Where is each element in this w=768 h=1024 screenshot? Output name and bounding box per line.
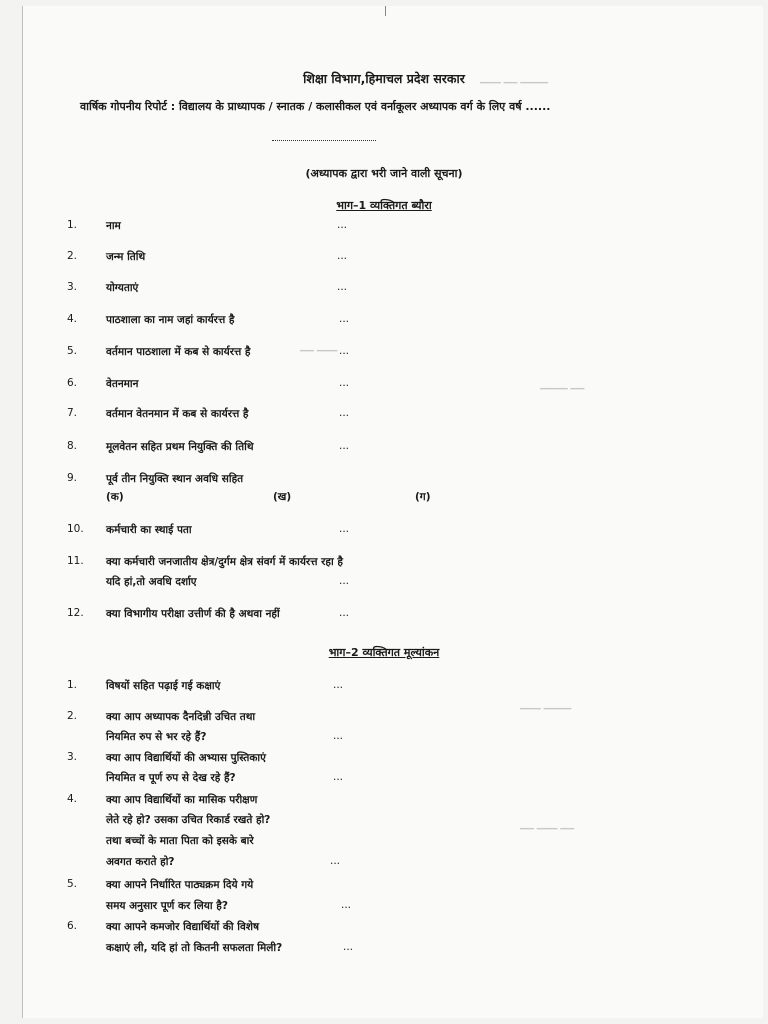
item-number: 2. [67, 250, 78, 262]
item-dots: ... [339, 575, 350, 587]
item-label: पूर्व तीन नियुक्ति स्थान अवधि सहित [106, 473, 244, 485]
item-dots: ... [330, 855, 341, 867]
item-number: 11. [67, 555, 84, 567]
item-label: क्या आपने कमजोर विद्यार्थियों की विशेष [106, 921, 260, 933]
item-label: योग्यताएं [106, 282, 139, 294]
item-dots: ... [339, 407, 350, 419]
item-number: 12. [67, 607, 84, 619]
item-label: क्या आपने निर्धारित पाठ्यक्रम दिये गये [106, 879, 254, 891]
item-dots: ... [337, 281, 348, 293]
part2-heading-text: भाग–2 व्यक्तिगत मूल्यांकन [328, 646, 440, 659]
item-number: 9. [67, 472, 78, 484]
item-label: क्या आप विद्यार्थियों का मासिक परीक्षण [106, 794, 258, 806]
item-label: मूलवेतन सहित प्रथम नियुक्ति की तिथि [106, 441, 254, 453]
item-dots: ... [339, 607, 350, 619]
item-dots: ... [339, 377, 350, 389]
item-label: यदि हां,तो अवधि दर्शाए [106, 576, 197, 588]
option-ka: (क) [106, 491, 124, 503]
item-label: नाम [106, 220, 121, 232]
item-dots: ... [333, 771, 344, 783]
item-label: लेते रहे हो? उसका उचित रिकार्ड रखते हो? [106, 814, 271, 826]
item-label: क्या विभागीय परीक्षा उत्तीर्ण की है अथवा नहीं [106, 608, 280, 620]
item-dots: ... [333, 730, 344, 742]
item-dots: ... [337, 219, 348, 231]
item-number: 1. [67, 679, 78, 691]
option-kha: (ख) [273, 491, 292, 503]
document-subtitle: वार्षिक गोपनीय रिपोर्ट : विद्यालय के प्राध्यापक / स्नातक / कलासीकल एवं वर्नाकूलर अध्यापक वर्ग के लिए वर्ष ...... [80, 100, 551, 113]
item-number: 5. [67, 878, 78, 890]
item-number: 1. [67, 219, 78, 231]
item-number: 7. [67, 407, 78, 419]
bleed-mark: ▁▁▁ ▁▁ ▁▁▁▁ [480, 74, 549, 84]
item-dots: ... [337, 250, 348, 262]
item-number: 4. [67, 793, 78, 805]
item-label: क्या कर्मचारी जनजातीय क्षेत्र/दुर्गम क्षेत्र संवर्ग में कार्यरत्त रहा है [106, 556, 343, 568]
item-dots: ... [333, 679, 344, 691]
item-number: 6. [67, 920, 78, 932]
item-dots: ... [339, 523, 350, 535]
item-number: 3. [67, 751, 78, 763]
document-title: शिक्षा विभाग,हिमाचल प्रदेश सरकार [303, 71, 465, 86]
item-dots: ... [339, 440, 350, 452]
item-label: विषयों सहित पढ़ाई गई कक्षाएं [106, 680, 221, 692]
item-label: नियमित रुप से भर रहे हैं? [106, 731, 207, 743]
part2-heading [0, 645, 768, 660]
page-edge-mark [385, 6, 386, 16]
item-label: जन्म तिथि [106, 251, 146, 263]
item-number: 8. [67, 440, 78, 452]
part1-heading-text: भाग–1 व्यक्तिगत ब्यौरा [336, 199, 432, 212]
item-number: 5. [67, 345, 78, 357]
bleed-mark: ▁▁▁ ▁▁▁▁ [520, 700, 572, 710]
item-number: 10. [67, 523, 84, 535]
item-label: वर्तमान पाठशाला में कब से कार्यरत्त है [106, 346, 251, 358]
item-number: 3. [67, 281, 78, 293]
bleed-mark: ▁▁▁▁ ▁▁ [540, 380, 585, 390]
fill-in-line [272, 140, 376, 141]
item-label: वेतनमान [106, 378, 139, 390]
bleed-mark: ▁▁ ▁▁▁ [300, 342, 338, 352]
item-label: क्या आप विद्यार्थियों की अभ्यास पुस्तिकाएं [106, 752, 266, 764]
item-label: वर्तमान वेतनमान में कब से कार्यरत्त है [106, 408, 249, 420]
item-label: नियमित व पूर्ण रुप से देख रहे हैं? [106, 772, 236, 784]
item-number: 2. [67, 710, 78, 722]
info-note: (अध्यापक द्वारा भरी जाने वाली सूचना) [305, 167, 463, 180]
item-number: 4. [67, 313, 78, 325]
item-number: 6. [67, 377, 78, 389]
option-ga: (ग) [415, 491, 431, 503]
item-label: क्या आप अध्यापक दैनदिन्नी उचित तथा [106, 711, 256, 723]
item-dots: ... [339, 345, 350, 357]
item-label: कक्षाएं ली, यदि हां तो कितनी सफलता मिली? [106, 942, 283, 954]
item-label: समय अनुसार पूर्ण कर लिया है? [106, 900, 228, 912]
part1-heading [0, 198, 768, 213]
item-label: तथा बच्चों के माता पिता को इसके बारे [106, 835, 254, 847]
item-dots: ... [341, 899, 352, 911]
bleed-mark: ▁▁ ▁▁▁ ▁▁ [520, 820, 575, 830]
item-label: पाठशाला का नाम जहां कार्यरत्त है [106, 314, 235, 326]
item-label: कर्मचारी का स्थाई पता [106, 524, 192, 536]
item-label: अवगत कराते हो? [106, 856, 175, 868]
item-dots: ... [343, 941, 354, 953]
item-dots: ... [339, 313, 350, 325]
